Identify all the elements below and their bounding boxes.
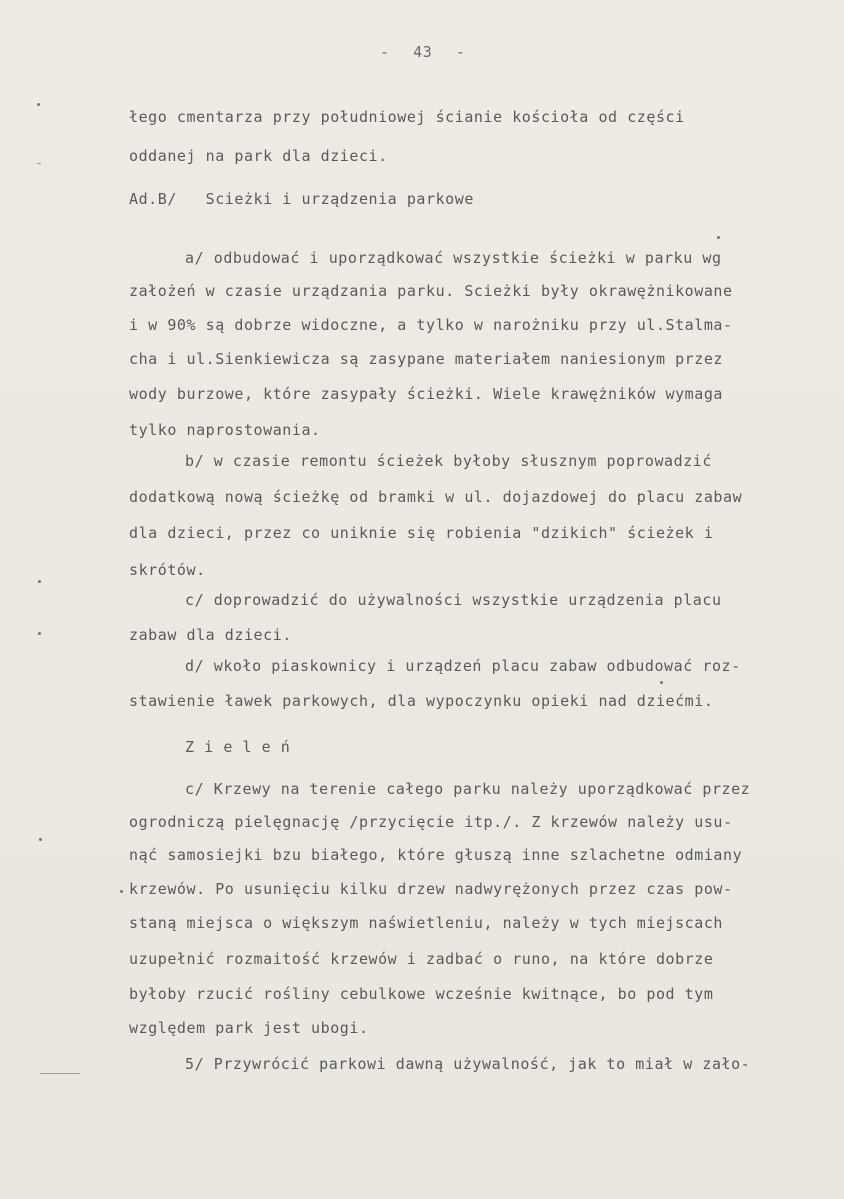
text-line: c/ doprowadzić do używalności wszystkie urządzenia placu — [185, 591, 722, 609]
text-line: oddanej na park dla dzieci. — [129, 147, 388, 165]
text-line: d/ wkoło piaskownicy i urządzeń placu zabaw odbudować roz- — [185, 657, 741, 675]
text-line: wody burzowe, które zasypały ścieżki. Wiele krawężników wymaga — [129, 385, 724, 403]
page-number: - 43 - — [380, 43, 466, 61]
text-line: nąć samosiejki bzu białego, które głuszą inne szlachetne odmiany — [129, 846, 743, 864]
text-line: 5/ Przywrócić parkowi dawną używalność, jak to miał w zało- — [185, 1055, 751, 1073]
margin-speck — [37, 103, 40, 106]
margin-speck — [37, 163, 41, 164]
text-line: skrótów. — [129, 561, 206, 579]
margin-speck — [717, 236, 720, 239]
text-line: byłoby rzucić rośliny cebulkowe wcześnie kwitnące, bo pod tym — [129, 985, 714, 1003]
margin-speck — [39, 838, 42, 841]
text-line: dla dzieci, przez co uniknie się robienia "dzikich" ścieżek i — [129, 524, 714, 542]
text-line: c/ Krzewy na terenie całego parku należy uporządkować przez — [185, 780, 751, 798]
text-line: stawienie ławek parkowych, dla wypoczynku opieki nad dziećmi. — [129, 692, 714, 710]
margin-speck — [120, 890, 123, 893]
text-line: i w 90% są dobrze widoczne, a tylko w narożniku przy ul.Stalma- — [129, 316, 733, 334]
text-line: dodatkową nową ścieżkę od bramki w ul. dojazdowej do placu zabaw — [129, 488, 743, 506]
text-line: ogrodniczą pielęgnację /przycięcie itp./. Z krzewów należy usu- — [129, 813, 733, 831]
text-line: staną miejsca o większym naświetleniu, należy w tych miejscach — [129, 914, 724, 932]
text-line: cha i ul.Sienkiewicza są zasypane materiałem naniesionym przez — [129, 350, 724, 368]
text-line: tylko naprostowania. — [129, 421, 321, 439]
section-heading: Z i e l e ń — [185, 738, 291, 756]
text-line: a/ odbudować i uporządkować wszystkie ścieżki w parku wg — [185, 249, 722, 267]
text-line: zabaw dla dzieci. — [129, 626, 292, 644]
margin-speck — [40, 1073, 80, 1074]
margin-speck — [38, 632, 41, 635]
text-line: względem park jest ubogi. — [129, 1019, 369, 1037]
text-line: łego cmentarza przy południowej ścianie kościoła od części — [129, 108, 685, 126]
text-line: b/ w czasie remontu ścieżek byłoby słusznym poprowadzić — [185, 452, 712, 470]
text-line: uzupełnić rozmaitość krzewów i zadbać o runo, na które dobrze — [129, 950, 714, 968]
margin-speck — [660, 681, 663, 684]
text-line: krzewów. Po usunięciu kilku drzew nadwyrężonych przez czas pow- — [129, 880, 733, 898]
section-heading: Ad.B/ Scieżki i urządzenia parkowe — [129, 190, 474, 208]
margin-speck — [38, 580, 41, 583]
text-line: założeń w czasie urządzania parku. Scieżki były okrawężnikowane — [129, 282, 733, 300]
